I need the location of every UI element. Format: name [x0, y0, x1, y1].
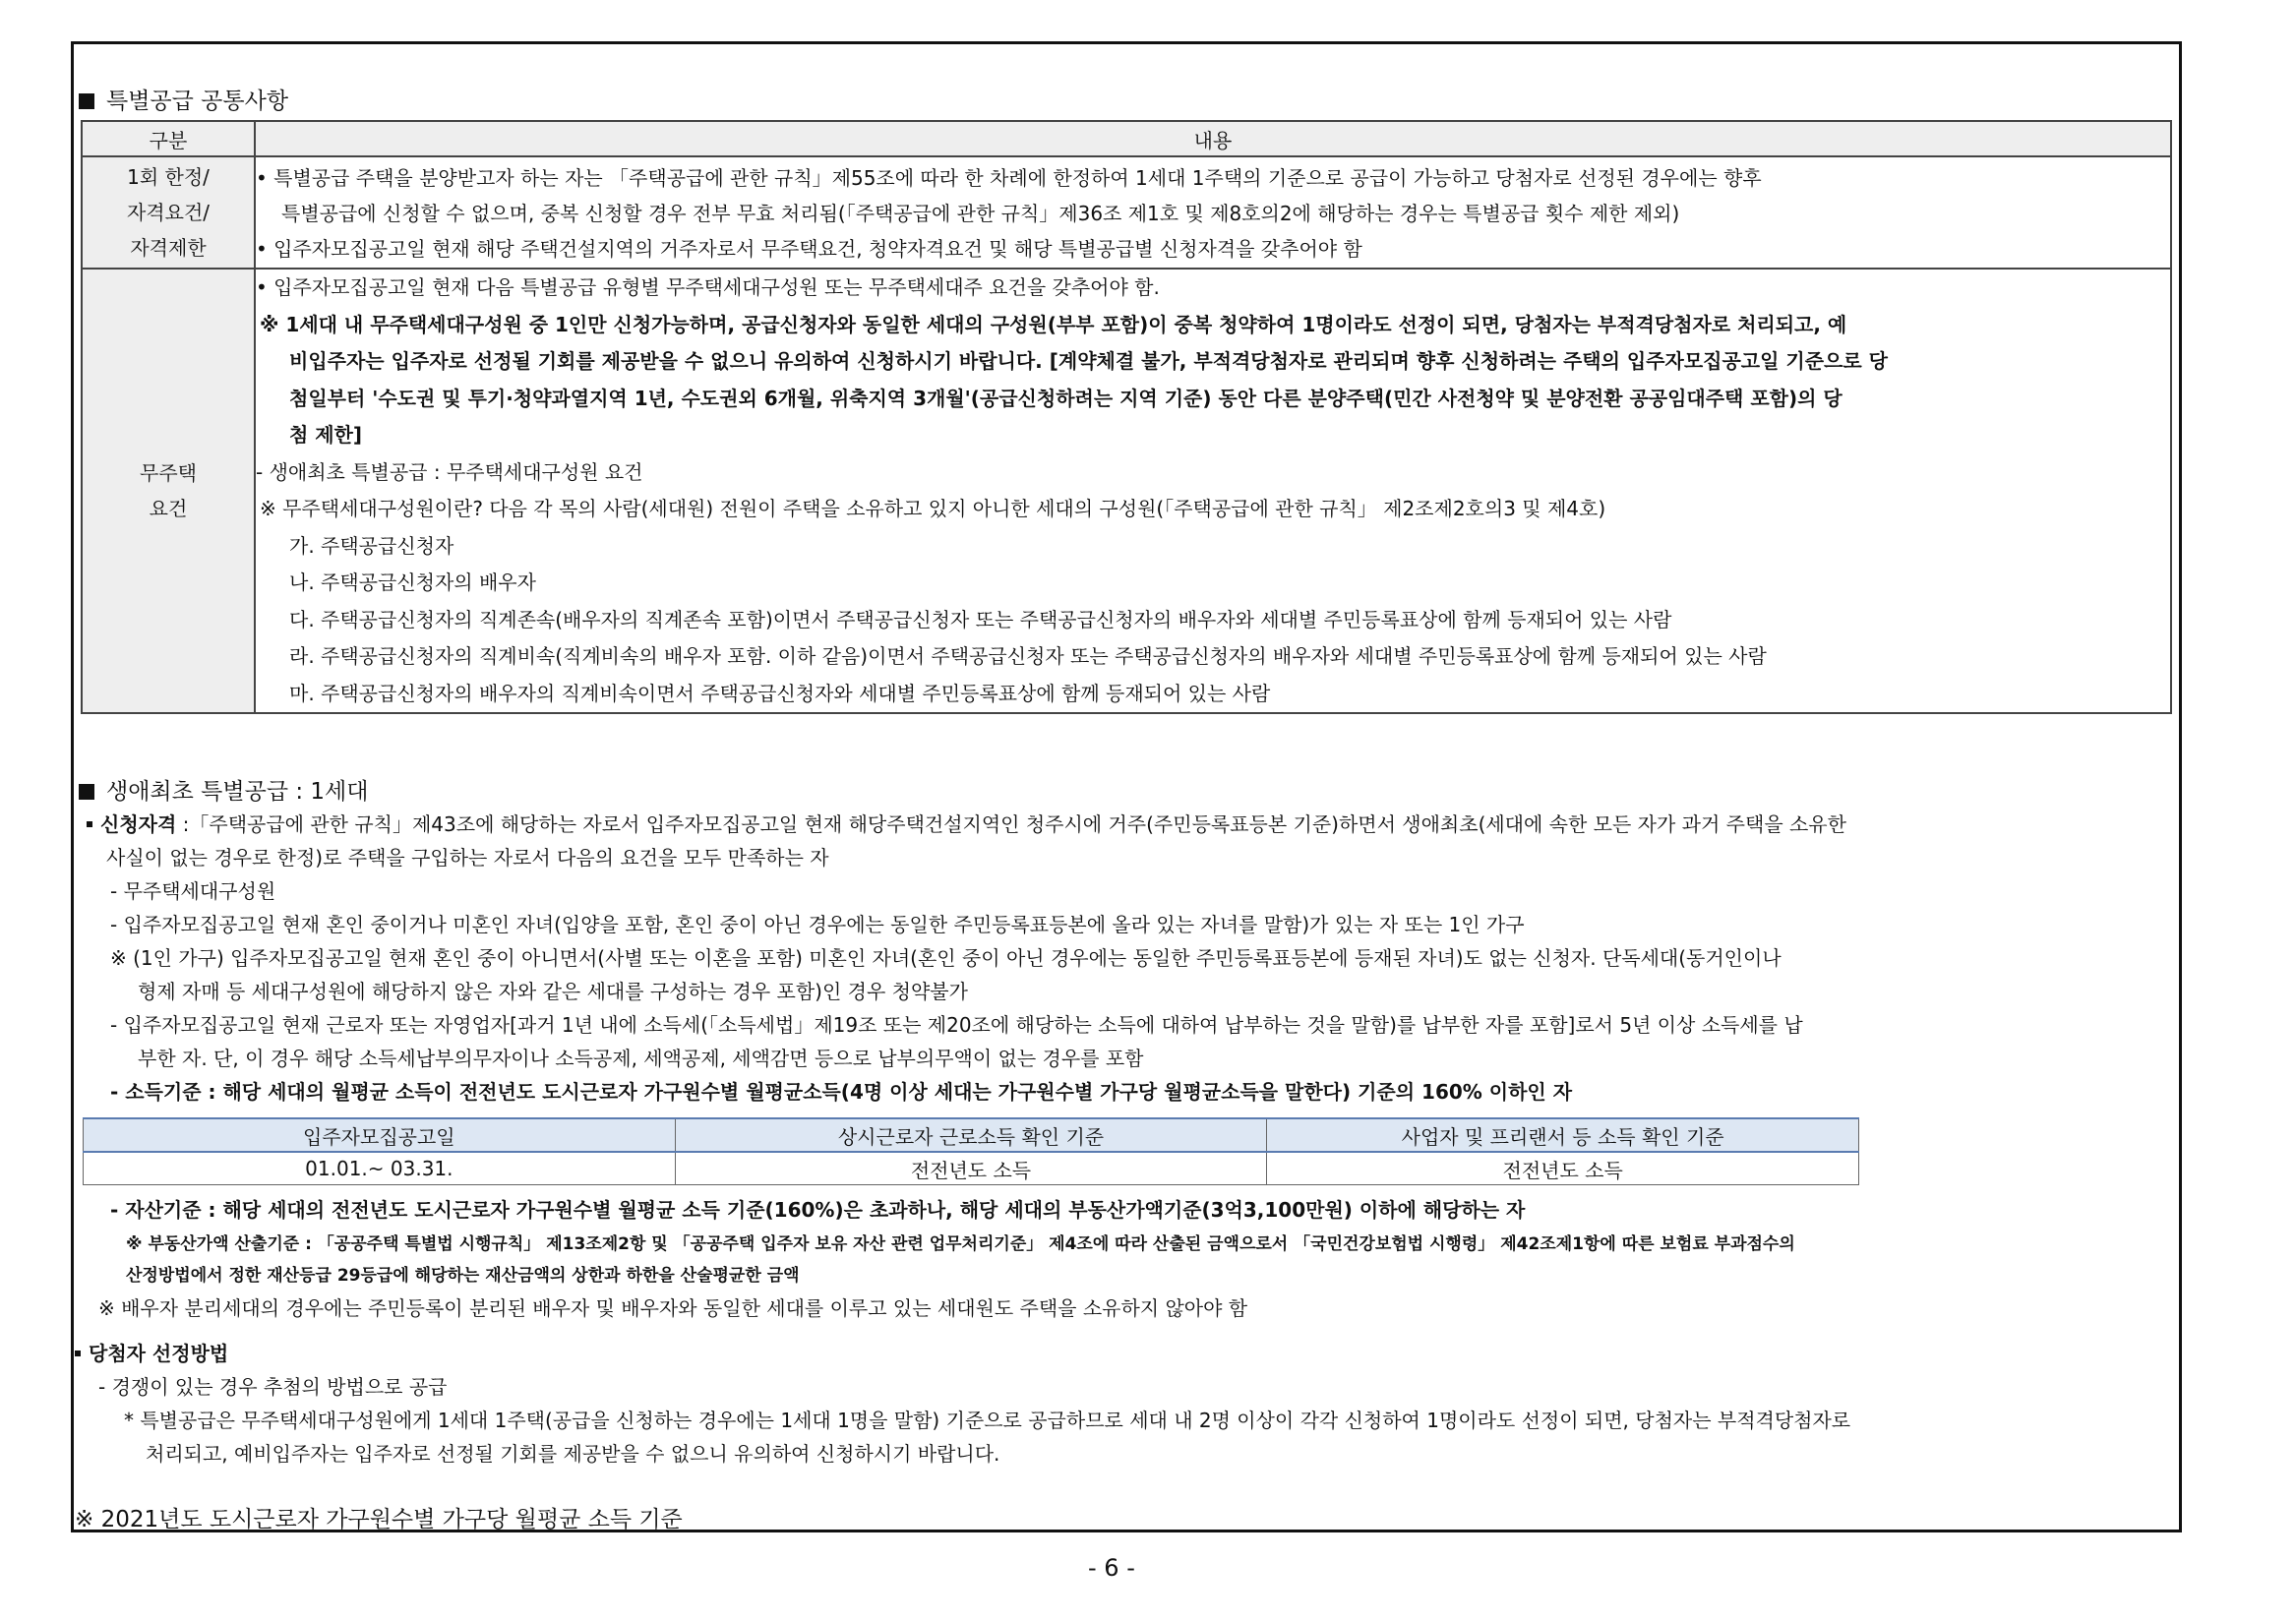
selection-method-title: 당첨자 선정방법	[75, 1338, 228, 1366]
selection-lottery: - 경쟁이 있는 경우 추첨의 방법으로 공급	[98, 1375, 448, 1399]
row-content-homeless: • 입주자모집공고일 현재 다음 특별공급 유형별 무주택세대구성원 또는 무주택세대주 요건을 갖추어야 함. ※ 1세대 내 무주택세대구성원 중 1인만 신청가능하며, 공급신청자와 동일한 세대의 구성원(부부 포함)이 중복 청약하여 1명이라도 선정이 되면, 당첨자는 부적격당첨자로 처리되고, 예 비입주자는 입주자로 선정될 기회를 제공받을 수 없으니 유의하여 신청하시기 바랍니다. [계약체결 불가, 부적격당첨자로 관리되며 향후 신청하려는 주택의 입주자모집공고일 기준으로 당 첨일부터 '수도권 및 투기·청약과열지역 1년, 수도권외 6개월, 위축지역 3개월'(공급신청하려는 지역 기준) 동안 다른 분양주택(민간 사전청약 및 분양전환 공공임대주택 포함)의 당 첨 제한] - 생애최초 특별공급 : 무주택세대구성원 요건 ※ 무주택세대구성원이란? 다음 각 목의 사람(세대원) 전원이 주택을 소유하고 있지 아니한 세대의 구성원(「주택공급에 관한 규칙」 제2조제2호의3 및 제4호) 가. 주택공급신청자 나. 주택공급신청자의 배우자 다. 주택공급신청자의 직계존속(배우자의 직계존속 포함)이면서 주택공급신청자 또는 주택공급신청자의 배우자와 세대별 주민등록표상에 함께 등재되어 있는 사람 라. 주택공급신청자의 직계비속(직계비속의 배우자 포함. 이하 같음)이면서 주택공급신청자 또는 주택공급신청자의 배우자와 세대별 주민등록표상에 함께 등재되어 있는 사람 마. 주택공급신청자의 배우자의 직계비속이면서 주택공급신청자와 세대별 주민등록표상에 함께 등재되어 있는 사람	[255, 269, 2171, 713]
square-bullet-icon	[79, 784, 94, 800]
income-table-header: 상시근로자 근로소득 확인 기준	[675, 1118, 1267, 1152]
asset-note: ※ 부동산가액 산출기준 : 「공공주택 특별법 시행규칙」 제13조제2항 및 「공공주택 입주자 보유 자산 관련 업무처리기준」 제4조에 따라 산출된 금액으로서 「국민건강보험법 시행령」 제42조제1항에 따른 보험료 부과점수의	[126, 1234, 1795, 1254]
section2-title: 생애최초 특별공급 : 1세대	[79, 773, 369, 806]
common-requirements-table	[81, 120, 2172, 714]
eligibility-line: 신청자격 :「주택공급에 관한 규칙」제43조에 해당하는 자로서 입주자모집공고일 현재 해당주택건설지역인 청주시에 거주(주민등록표등본 기준)하면서 생애최초(세대에 속한 모든 자가 과거 주택을 소유한	[87, 809, 1846, 837]
section1-title: 특별공급 공통사항	[79, 83, 288, 115]
income-table-cell: 전전년도 소득	[1267, 1152, 1859, 1185]
square-bullet-icon	[79, 93, 94, 109]
row-content-limit: • 특별공급 주택을 분양받고자 하는 자는 「주택공급에 관한 규칙」제55조에 따라 한 차례에 한정하여 1세대 1주택의 기준으로 공급이 가능하고 당첨자로 선정된 경우에는 향후 특별공급에 신청할 수 없으며, 중복 신청할 경우 전부 무효 처리됨(「주택공급에 관한 규칙」제36조 제1호 및 제8호의2에 해당하는 경우는 특별공급 횟수 제한 제외) • 입주자모집공고일 현재 해당 주택건설지역의 거주자로서 무주택요건, 청약자격요건 및 해당 특별공급별 신청자격을 갖추어야 함	[255, 156, 2171, 269]
row-label-limit: 1회 한정/ 자격요건/ 자격제한	[82, 156, 255, 269]
income-standard-heading: ※ 2021년도 도시근로자 가구원수별 가구당 월평균 소득 기준	[75, 1507, 683, 1532]
income-table-header: 사업자 및 프리랜서 등 소득 확인 기준	[1267, 1118, 1859, 1152]
note-single-household: ※ (1인 가구) 입주자모집공고일 현재 혼인 중이 아니면서(사별 또는 이혼을 포함) 미혼인 자녀(혼인 중이 아닌 경우에는 동일한 주민등록표등본에 등재된 자녀)도 없는 신청자. 단독세대(동거인이나	[110, 946, 1782, 970]
eligibility-line-2: 사실이 없는 경우로 한정)로 주택을 구입하는 자로서 다음의 요건을 모두 만족하는 자	[106, 846, 829, 870]
table-header-content: 내용	[255, 121, 2171, 156]
row-label-homeless: 무주택 요건	[82, 269, 255, 713]
income-table-header: 입주자모집공고일	[84, 1118, 676, 1152]
page-number: - 6 -	[1088, 1554, 1135, 1582]
bullet-icon	[87, 821, 92, 827]
asset-note-2: 산정방법에서 정한 재산등급 29등급에 해당하는 재산금액의 상한과 하한을 산술평균한 금액	[126, 1266, 800, 1286]
income-criteria: - 소득기준 : 해당 세대의 월평균 소득이 전전년도 도시근로자 가구원수별 월평균소득(4명 이상 세대는 가구원수별 가구당 월평균소득을 말한다) 기준의 160% 이하인 자	[110, 1080, 1573, 1104]
selection-note: * 특별공급은 무주택세대구성원에게 1세대 1주택(공급을 신청하는 경우에는 1세대 1명을 말함) 기준으로 공급하므로 세대 내 2명 이상이 각각 신청하여 1명이라도 선정이 되면, 당첨자는 부적격당첨자로	[124, 1409, 1851, 1432]
income-table-cell: 전전년도 소득	[675, 1152, 1267, 1185]
bullet-icon	[75, 1351, 81, 1356]
requirement-income-tax: - 입주자모집공고일 현재 근로자 또는 자영업자[과거 1년 내에 소득세(「소득세법」제19조 또는 제20조에 해당하는 소득에 대하여 납부하는 것을 말함)를 납부한 자를 포함]로서 5년 이상 소득세를 납	[110, 1013, 1803, 1037]
income-check-table	[83, 1117, 1859, 1185]
spouse-note: ※ 배우자 분리세대의 경우에는 주민등록이 분리된 배우자 및 배우자와 동일한 세대를 이루고 있는 세대원도 주택을 소유하지 않아야 함	[98, 1296, 1248, 1320]
income-table-cell: 01.01.~ 03.31.	[84, 1152, 676, 1185]
asset-criteria: - 자산기준 : 해당 세대의 전전년도 도시근로자 가구원수별 월평균 소득 기준(160%)은 초과하나, 해당 세대의 부동산가액기준(3억3,100만원) 이하에 해당하는 자	[110, 1198, 1526, 1222]
requirement-married: - 입주자모집공고일 현재 혼인 중이거나 미혼인 자녀(입양을 포함, 혼인 중이 아닌 경우에는 동일한 주민등록표등본에 올라 있는 자녀를 말함)가 있는 자 또는 1인 가구	[110, 913, 1525, 936]
note-single-household-2: 형제 자매 등 세대구성원에 해당하지 않은 자와 같은 세대를 구성하는 경우 포함)인 경우 청약불가	[138, 980, 968, 1003]
table-header-category: 구분	[82, 121, 255, 156]
requirement-income-tax-2: 부한 자. 단, 이 경우 해당 소득세납부의무자이나 소득공제, 세액공제, 세액감면 등으로 납부의무액이 없는 경우를 포함	[138, 1047, 1144, 1070]
requirement-homeless: - 무주택세대구성원	[110, 879, 276, 903]
selection-note-2: 처리되고, 예비입주자는 입주자로 선정될 기회를 제공받을 수 없으니 유의하여 신청하시기 바랍니다.	[146, 1442, 1000, 1466]
